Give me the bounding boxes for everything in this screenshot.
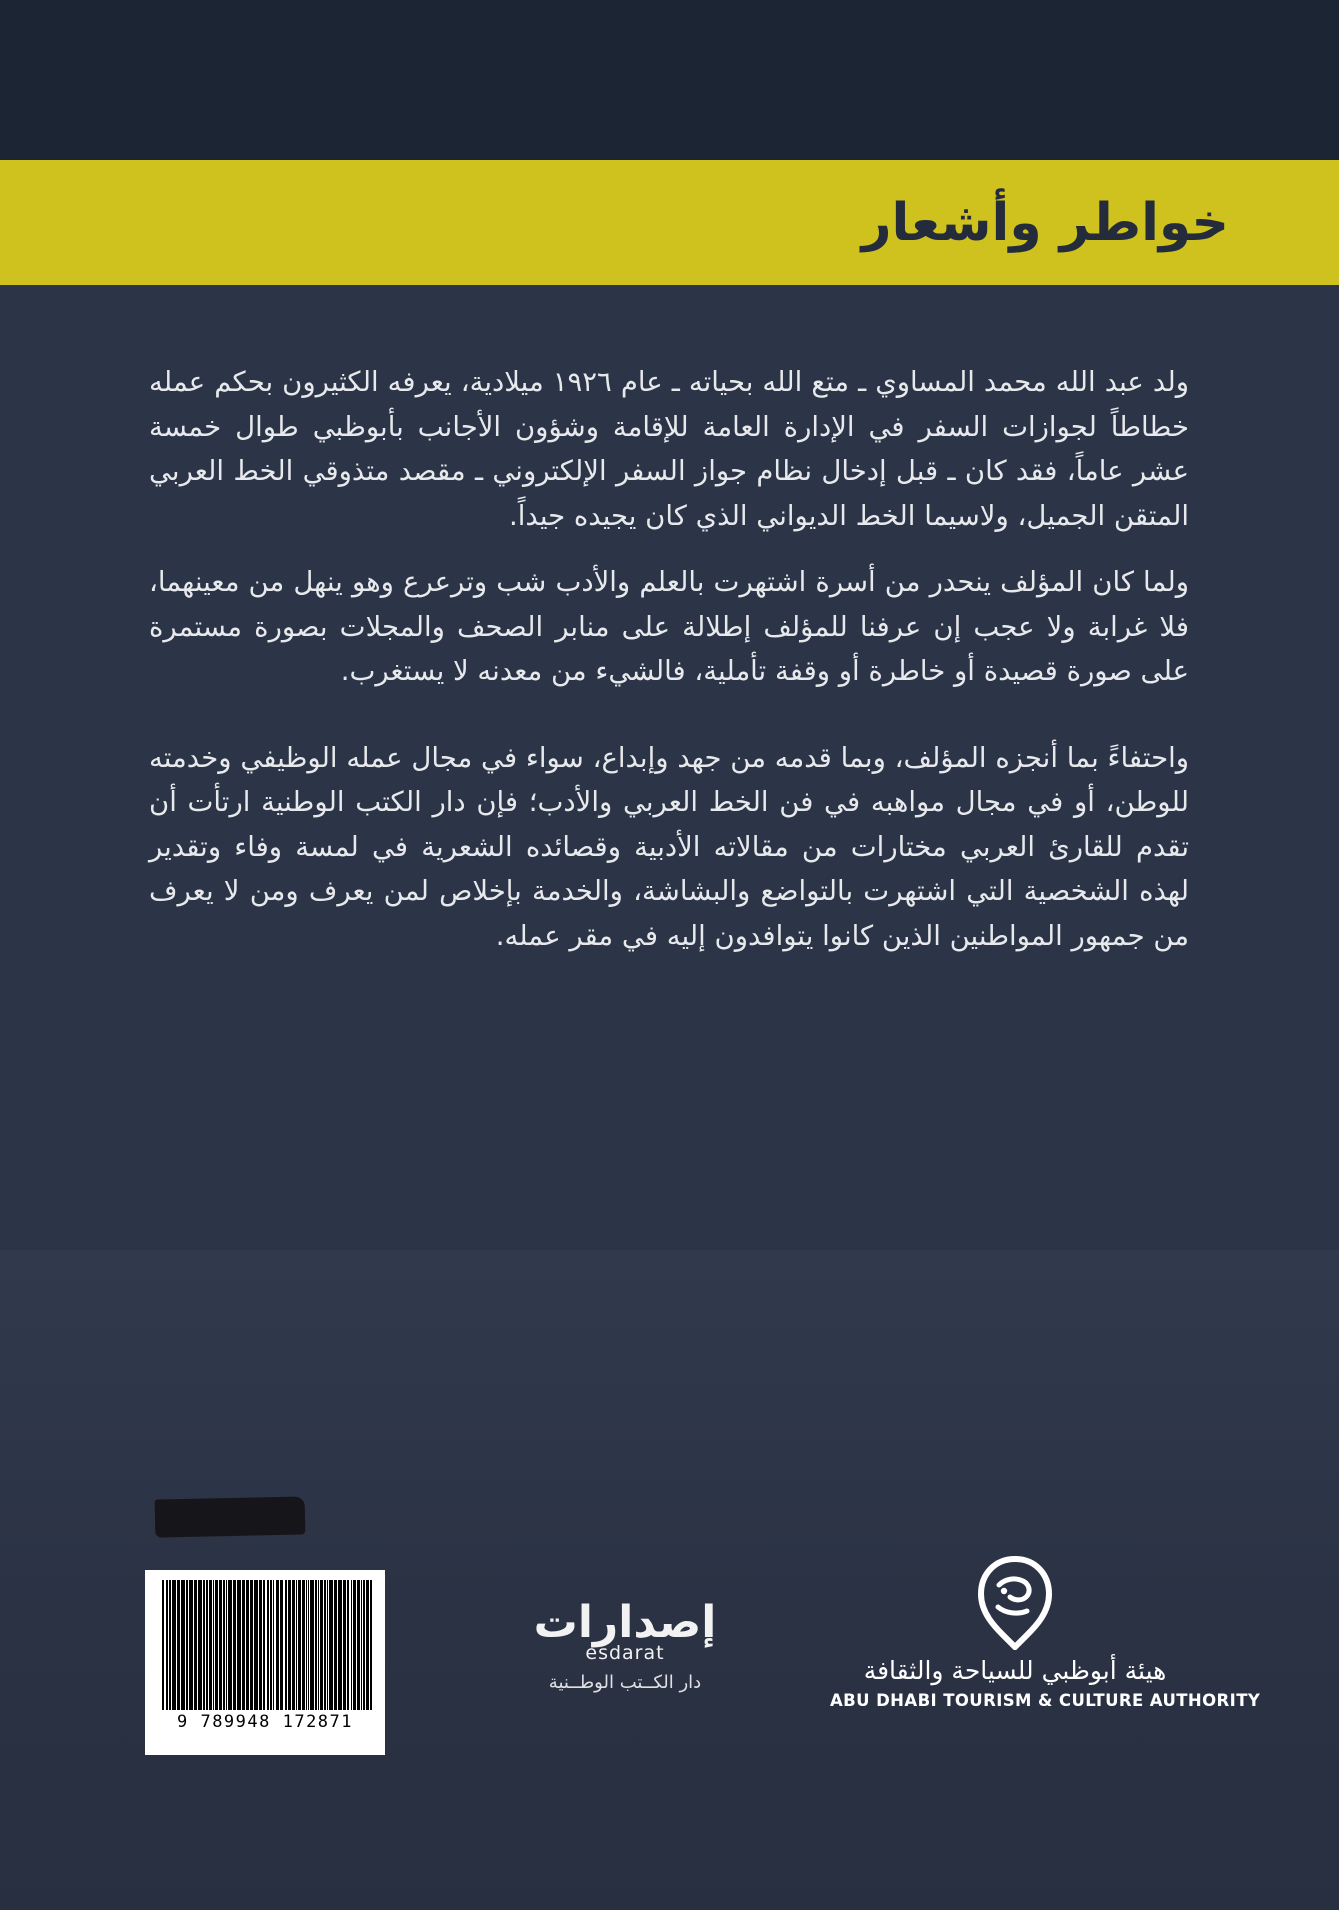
blurb-text bbox=[149, 360, 1189, 981]
barcode bbox=[145, 1570, 385, 1755]
falcon-icon bbox=[965, 1555, 1065, 1650]
barcode-bars bbox=[157, 1580, 373, 1710]
publisher-logo bbox=[505, 1597, 745, 1694]
blurb-paragraph: ولما كان المؤلف ينحدر من أسرة اشتهرت بالعلم والأدب شب وترعرع وهو ينهل من معينهما، فلا غرابة ولا عجب إن عرفنا للمؤلف إطلالة على منابر الصحف والمجلات بصورة مستمرة على صورة قصيدة أو خاطرة أو وقفة تأملية، فالشيء من معدنه لا يستغرب. bbox=[149, 566, 1189, 688]
publisher-logo-latin: esdarat bbox=[585, 1642, 665, 1665]
ink-smudge bbox=[155, 1496, 306, 1537]
publisher-logo-subtitle: دار الكــتب الوطــنية bbox=[548, 1672, 702, 1694]
top-strip bbox=[0, 0, 1339, 160]
authority-logo bbox=[830, 1555, 1261, 1710]
barcode-number: 9 789948 172871 bbox=[176, 1712, 354, 1732]
authority-name-arabic: هيئة أبوظبي للسياحة والثقافة bbox=[863, 1656, 1167, 1685]
publisher-logo-arabic: إصدارات bbox=[533, 1597, 717, 1648]
authority-name-english: ABU DHABI TOURISM & CULTURE AUTHORITY bbox=[830, 1691, 1261, 1710]
page-title: خواطر وأشعار bbox=[861, 192, 1229, 253]
title-band bbox=[0, 160, 1339, 285]
blurb-paragraph: واحتفاءً بما أنجزه المؤلف، وبما قدمه من جهد وإبداع، سواء في مجال عمله الوظيفي وخدمته للوطن، أو في مجال مواهبه في فن الخط العربي والأدب؛ فإن دار الكتب الوطنية ارتأت أن تقدم للقارئ العربي مختارات من مقالاته الأدبية وقصائده الشعرية في لمسة وفاء وتقدير لهذه الشخصية التي اشتهرت بالتواضع والبشاشة، والخدمة بإخلاص لمن يعرف ومن لا يعرف من جمهور المواطنين الذين كانوا يتوافدون إليه في مقر عمله. bbox=[149, 741, 1189, 953]
blurb-paragraph: ولد عبد الله محمد المساوي ـ متع الله بحياته ـ عام ١٩٢٦ ميلادية، يعرفه الكثيرون بحكم عمله خطاطاً لجوازات السفر في الإدارة العامة للإقامة وشؤون الأجانب بأبوظبي طوال خمسة عشر عاماً، فقد كان ـ قبل إدخال نظام جواز السفر الإلكتروني ـ مقصد متذوقي الخط العربي المتقن الجميل، ولاسيما الخط الديواني الذي كان يجيده جيداً. bbox=[149, 366, 1189, 532]
